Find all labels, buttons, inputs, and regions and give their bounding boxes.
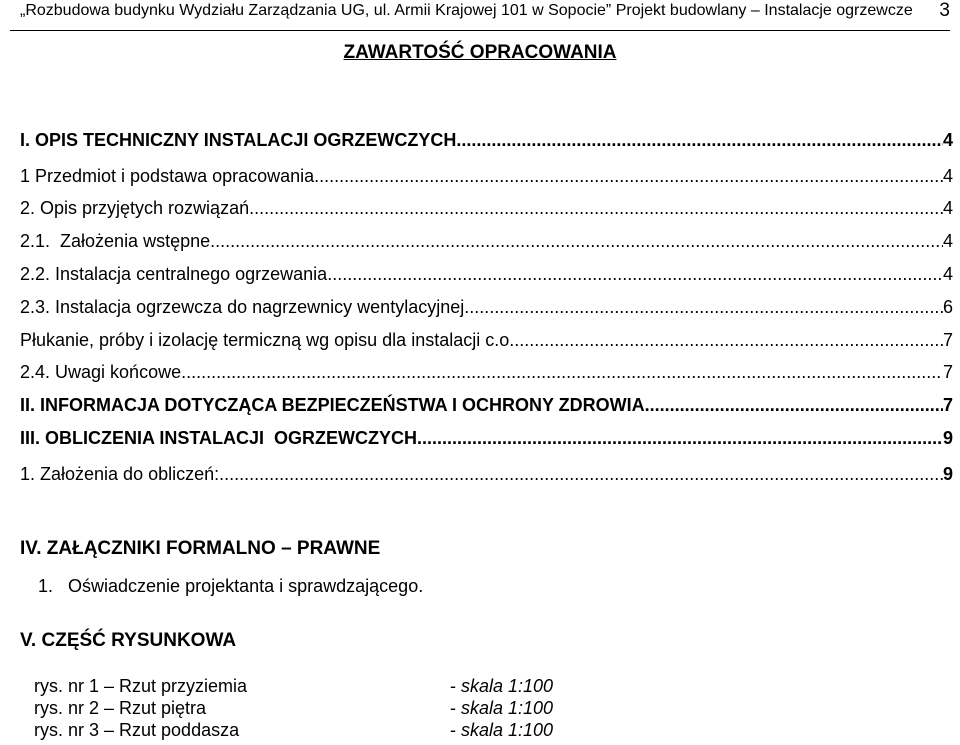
- toc-leader: [514, 330, 943, 351]
- toc-entry-page: 9: [942, 464, 953, 484]
- toc-entry-page: 4: [942, 231, 953, 251]
- toc-entry-label: 2.3. Instalacja ogrzewcza do nagrzewnicy wentylacyjnej: [20, 297, 465, 317]
- toc-entry-page: 4: [942, 130, 953, 150]
- toc-leader: [417, 428, 943, 449]
- toc-leader: [645, 395, 943, 416]
- header-text: „Rozbudowa budynku Wydziału Zarządzania UG, ul. Armii Krajowej 101 w Sopocie” Projekt budowlany – Instalacje ogrzewcze: [20, 2, 913, 19]
- section-iv-heading: IV. ZAŁĄCZNIKI FORMALNO – PRAWNE: [20, 538, 381, 559]
- toc-entry-label: 2.4. Uwagi końcowe: [20, 362, 182, 382]
- toc-entry-page: 4: [942, 166, 953, 186]
- toc-entry-page: 4: [942, 264, 953, 284]
- toc-entry-page: 7: [942, 395, 953, 415]
- toc-entry-label: 1 Przedmiot i podstawa opracowania: [20, 166, 315, 186]
- section-v-heading: V. CZĘŚĆ RYSUNKOWA: [20, 630, 237, 651]
- toc-entry[interactable]: [20, 264, 953, 290]
- toc-entry-label: II. INFORMACJA DOTYCZĄCA BEZPIECZEŃSTWA I OCHRONY ZDROWIA: [20, 395, 645, 415]
- appendix-item: 1. Oświadczenie projektanta i sprawdzającego.: [38, 576, 424, 596]
- toc-entry-page: 9: [942, 428, 953, 448]
- toc-entry[interactable]: [20, 395, 953, 421]
- toc-entry-page: 7: [942, 362, 953, 382]
- toc-entry[interactable]: [20, 198, 953, 224]
- drawing-scale: - skala 1:100: [450, 698, 554, 718]
- document-title: ZAWARTOŚĆ OPRACOWANIA: [343, 42, 617, 63]
- toc-entry[interactable]: [20, 362, 953, 388]
- toc-entry-label: 2. Opis przyjętych rozwiązań: [20, 198, 250, 218]
- toc-entry-page: 7: [942, 330, 953, 350]
- toc-entry[interactable]: [20, 330, 953, 356]
- toc-entry[interactable]: [20, 166, 953, 192]
- drawing-name: rys. nr 3 – Rzut poddasza: [34, 720, 240, 740]
- page-header: [10, 0, 950, 31]
- toc-entry[interactable]: [20, 130, 953, 156]
- toc-leader: [210, 231, 943, 252]
- drawing-scale-value: skala 1:100: [461, 698, 554, 718]
- toc-entry[interactable]: [20, 297, 953, 323]
- drawing-scale: - skala 1:100: [450, 720, 554, 740]
- toc-entry-label: 2.1. Założenia wstępne: [20, 231, 211, 251]
- toc-entry[interactable]: [20, 464, 953, 490]
- drawing-scale: - skala 1:100: [450, 676, 554, 696]
- toc-leader: [219, 464, 943, 485]
- toc-entry-label: Płukanie, próby i izolację termiczną wg opisu dla instalacji c.o.: [20, 330, 515, 350]
- drawing-scale-value: skala 1:100: [461, 676, 554, 696]
- toc-entry[interactable]: [20, 231, 953, 257]
- toc-entry-page: 6: [942, 297, 953, 317]
- header-page-number: 3: [939, 0, 950, 21]
- drawing-name: rys. nr 1 – Rzut przyziemia: [34, 676, 248, 696]
- drawing-scale-value: skala 1:100: [461, 720, 554, 740]
- drawing-name: rys. nr 2 – Rzut piętra: [34, 698, 207, 718]
- toc-leader: [464, 297, 943, 318]
- toc-leader: [314, 166, 943, 187]
- toc-leader: [249, 198, 943, 219]
- toc-entry-label: 1. Założenia do obliczeń:: [20, 464, 220, 484]
- toc-entry[interactable]: [20, 428, 953, 454]
- toc-leader: [456, 130, 943, 151]
- toc-entry-label: 2.2. Instalacja centralnego ogrzewania: [20, 264, 328, 284]
- toc-entry-page: 4: [942, 198, 953, 218]
- toc-entry-label: I. OPIS TECHNICZNY INSTALACJI OGRZEWCZYCH: [20, 130, 457, 150]
- toc-leader: [327, 264, 943, 285]
- toc-leader: [181, 362, 943, 383]
- toc-entry-label: III. OBLICZENIA INSTALACJI OGRZEWCZYCH: [20, 428, 417, 448]
